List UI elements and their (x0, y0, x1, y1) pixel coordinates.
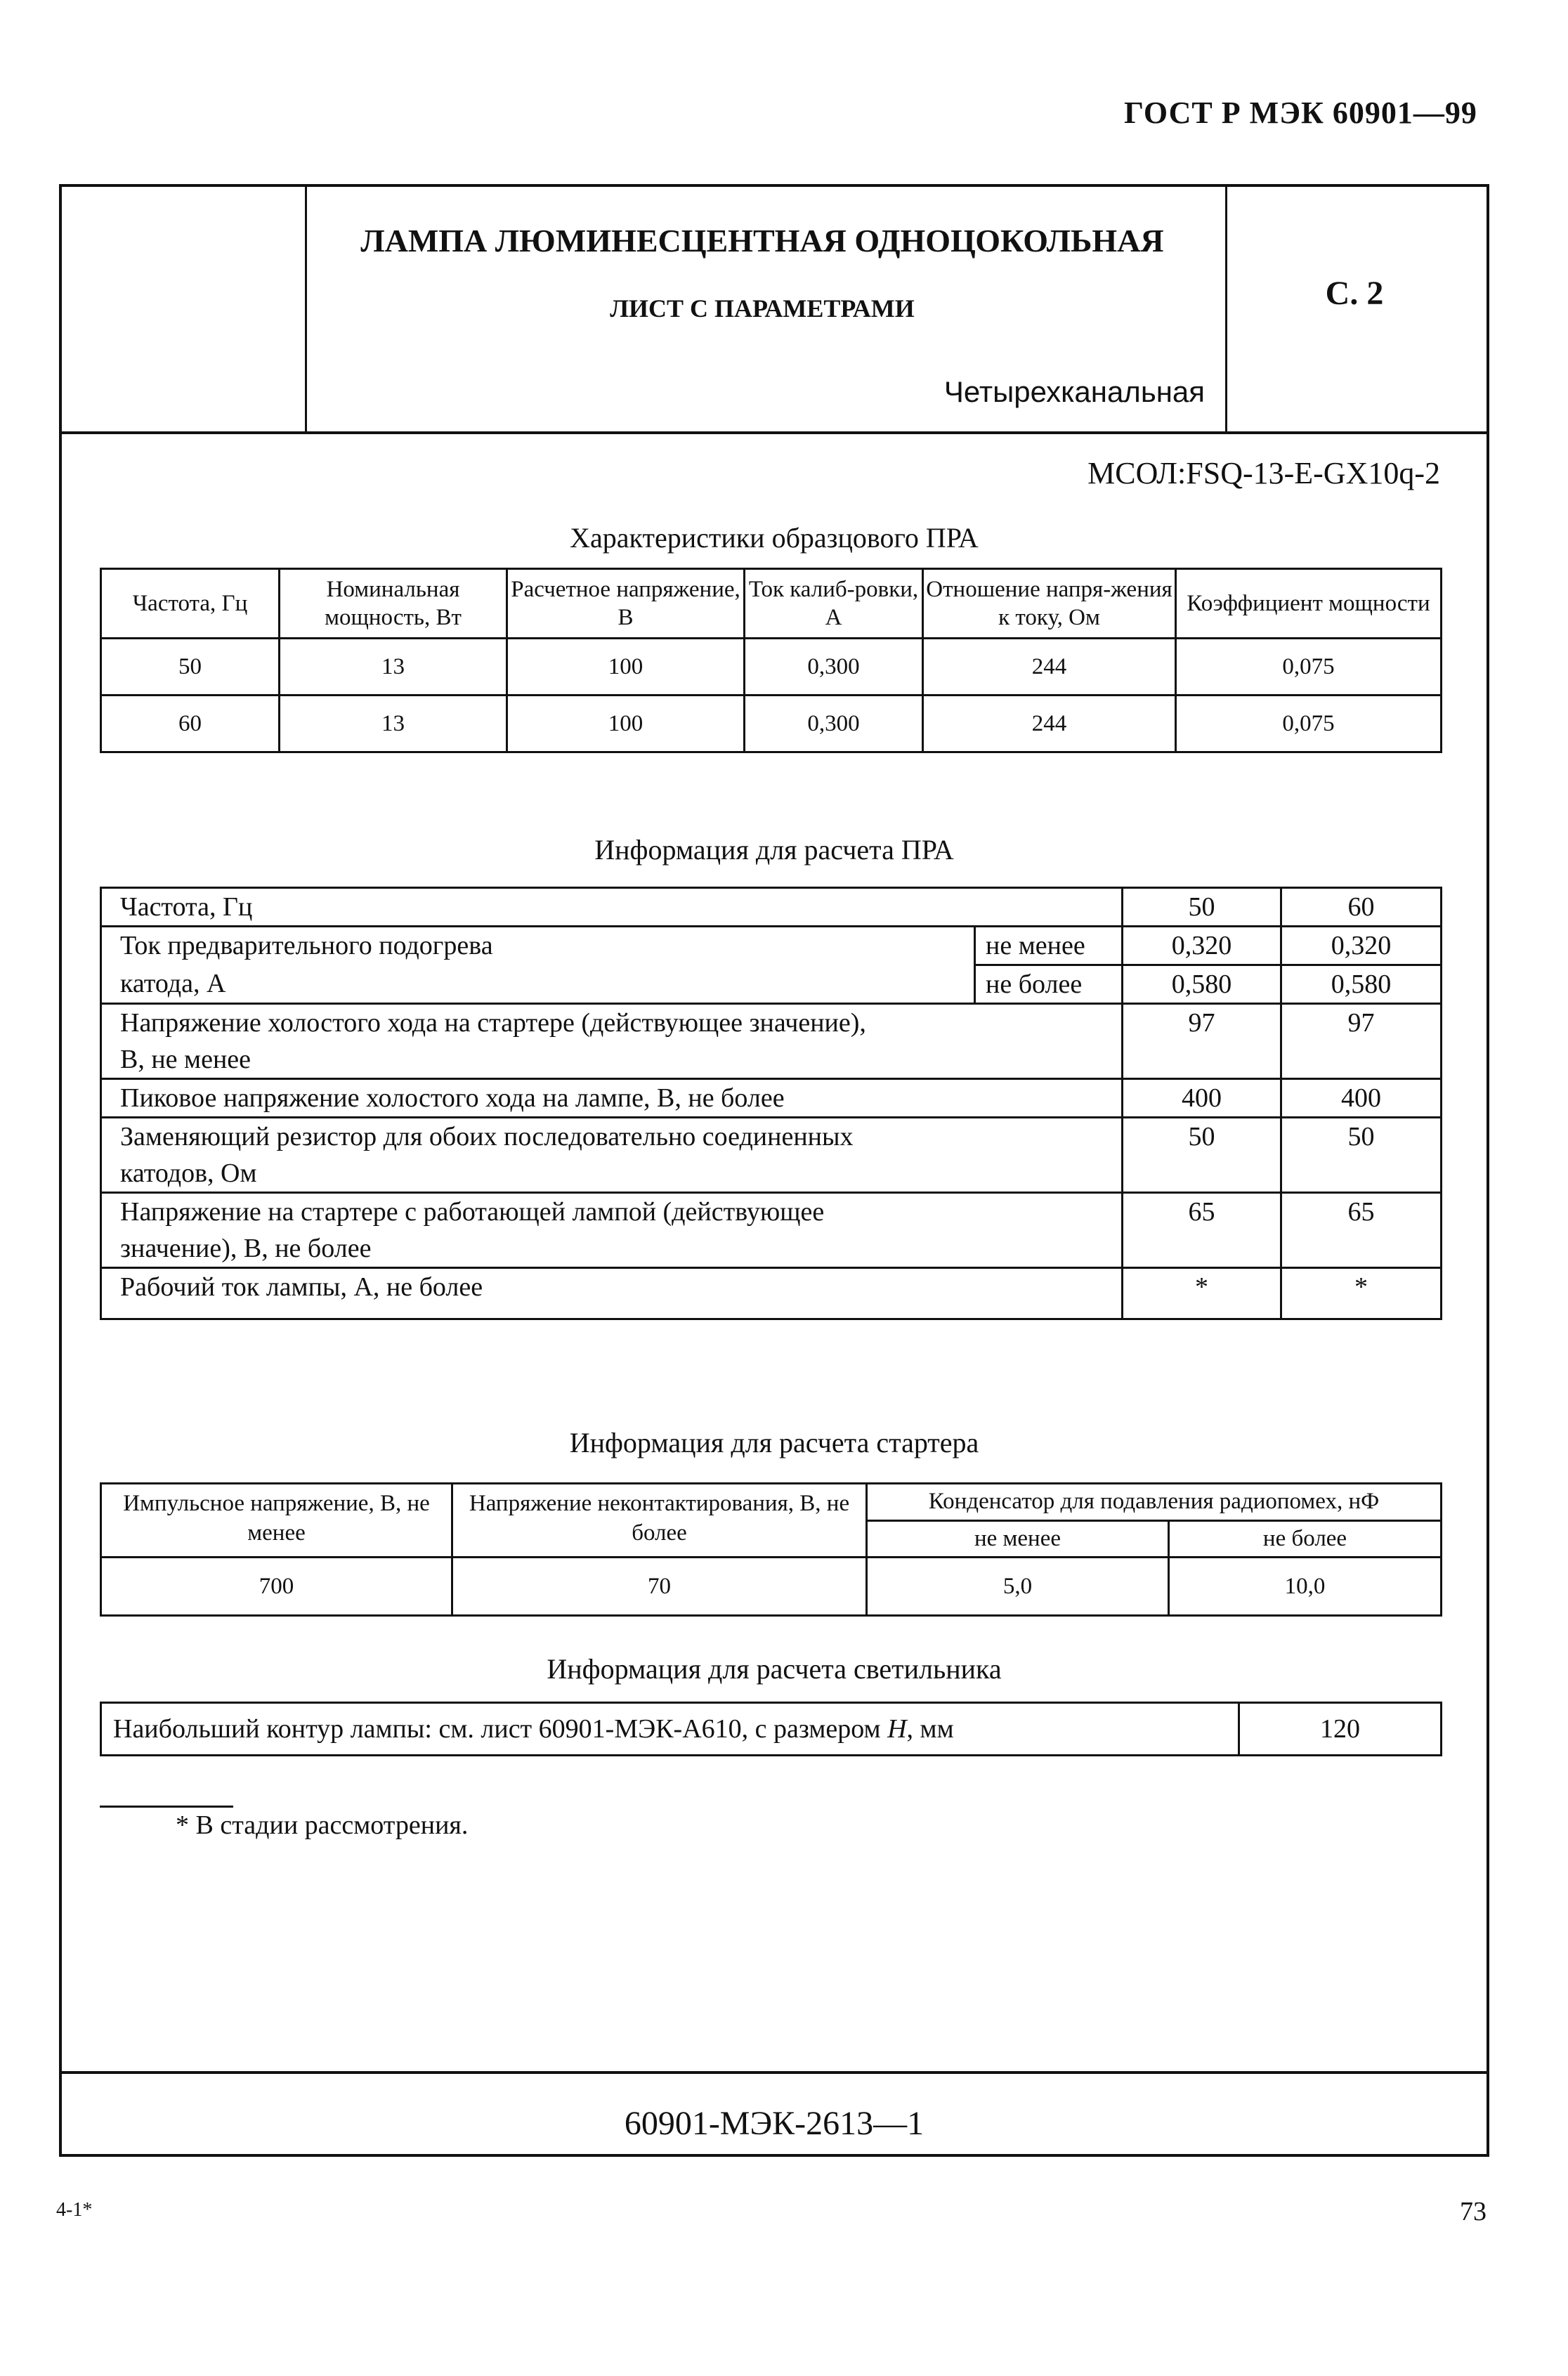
table-cell: 0,075 (1176, 696, 1442, 752)
table-cell: 400 (1123, 1079, 1281, 1118)
table-cell: 60 (1281, 888, 1442, 927)
table-cell: 10,0 (1169, 1558, 1442, 1616)
sheet-title: ЛАМПА ЛЮМИНЕСЦЕНТНАЯ ОДНОЦОКОЛЬНАЯ (360, 223, 1164, 259)
header-cell: Конденсатор для подавления радиопомех, нФ (867, 1484, 1442, 1521)
table-row (101, 1703, 1442, 1756)
luminaire-info-caption: Информация для расчета светильника (547, 1653, 1002, 1685)
table-row (101, 965, 1442, 1004)
table-cell: 0,075 (1176, 639, 1442, 696)
resistor-line-2: катодов, Ом (120, 1158, 257, 1188)
standard-header: ГОСТ Р МЭК 60901—99 (1124, 96, 1477, 130)
ballast-info-table (100, 887, 1442, 1320)
frame-bottom (59, 2154, 1489, 2157)
starter-info-table (100, 1482, 1442, 1617)
header-cell: Номинальная мощность, Вт (280, 569, 507, 639)
ref-ballast-table (100, 568, 1442, 753)
table-cell: 400 (1281, 1079, 1442, 1118)
freq-label: Частота, Гц (101, 888, 1123, 927)
sheet-code: 60901-МЭК-2613—1 (624, 2105, 925, 2142)
header-cell: Импульсное напряжение, В, не менее (101, 1484, 452, 1558)
preheat-label-cont: катода, А (101, 965, 975, 1004)
footer-left-mark: 4-1* (56, 2199, 93, 2221)
footnote-rule (100, 1806, 233, 1808)
table-cell: 0,300 (745, 696, 923, 752)
current-label: Рабочий ток лампы, А, не более (101, 1268, 1123, 1319)
preheat-label: Ток предварительного подогрева (101, 927, 975, 965)
running-voltage-line-2: значение), В, не более (120, 1234, 372, 1263)
frame-top (59, 184, 1489, 187)
header-cell: не менее (867, 1520, 1169, 1558)
table-row (101, 639, 1442, 696)
header-cell: Расчетное напряжение, В (507, 569, 745, 639)
ballast-info-caption: Информация для расчета ПРА (594, 834, 954, 866)
running-voltage-line-1: Напряжение на стартере с работающей лампой (действующее (120, 1197, 825, 1227)
table-row (101, 927, 1442, 965)
min-label: не менее (975, 927, 1123, 965)
table-cell: 65 (1123, 1193, 1281, 1268)
table-cell: 5,0 (867, 1558, 1169, 1616)
header-cell: Коэффициент мощности (1176, 569, 1442, 639)
table-cell: 120 (1239, 1703, 1442, 1756)
footnote: * В стадии рассмотрения. (176, 1810, 469, 1840)
table-header-row (101, 569, 1442, 639)
table-row (101, 696, 1442, 752)
resistor-line-1: Заменяющий резистор для обоих последовательно соединенных (120, 1122, 854, 1151)
header-cell: Напряжение неконтактирования, В, не более (452, 1484, 867, 1558)
table-row (101, 1079, 1442, 1118)
header-cell: Частота, Гц (101, 569, 280, 639)
frame-right (1487, 184, 1489, 2157)
luminaire-info-table (100, 1702, 1442, 1756)
luminaire-label (101, 1703, 1239, 1756)
table-row (101, 888, 1442, 927)
table-cell: 100 (507, 639, 745, 696)
table-row (101, 1558, 1442, 1616)
header-cell: Отношение напря-жения к току, Ом (923, 569, 1176, 639)
title-block-divider (59, 431, 1489, 434)
table-cell: 0,580 (1281, 965, 1442, 1004)
table-cell: * (1123, 1268, 1281, 1319)
header-cell: Ток калиб-ровки, А (745, 569, 923, 639)
table-row (101, 1118, 1442, 1193)
table-header-row (101, 1484, 1442, 1521)
table-cell: 244 (923, 639, 1176, 696)
starter-info-caption: Информация для расчета стартера (569, 1427, 979, 1458)
frame-left (59, 184, 62, 2157)
max-label: не более (975, 965, 1123, 1004)
table-cell: 0,320 (1123, 927, 1281, 965)
ref-ballast-caption: Характеристики образцового ПРА (570, 522, 979, 554)
table-cell: 50 (1123, 1118, 1281, 1193)
luminaire-label-text: Наибольший контур лампы: см. лист 60901-МЭК-А610, с размером (113, 1714, 888, 1744)
sheet-page: С. 2 (1325, 275, 1384, 312)
luminaire-label-unit: , мм (906, 1714, 954, 1744)
dimension-symbol: Н (887, 1714, 907, 1744)
table-cell: 70 (452, 1558, 867, 1616)
table-cell: 97 (1281, 1004, 1442, 1079)
table-cell: 97 (1123, 1004, 1281, 1079)
table-cell: * (1281, 1268, 1442, 1319)
table-cell: 0,320 (1281, 927, 1442, 965)
lamp-type: Четырехканальная (943, 375, 1205, 408)
table-cell: 0,580 (1123, 965, 1281, 1004)
page-number: 73 (1460, 2197, 1487, 2226)
table-cell: 700 (101, 1558, 452, 1616)
starter-voltage-label (101, 1004, 1123, 1079)
table-cell: 0,300 (745, 639, 923, 696)
resistor-label (101, 1118, 1123, 1193)
starter-voltage-line-1: Напряжение холостого хода на стартере (действующее значение), (120, 1008, 866, 1038)
table-cell: 50 (101, 639, 280, 696)
peak-voltage-label: Пиковое напряжение холостого хода на лампе, В, не более (101, 1079, 1123, 1118)
table-cell: 60 (101, 696, 280, 752)
sheet-subtitle: ЛИСТ С ПАРАМЕТРАМИ (610, 294, 915, 322)
table-row (101, 1193, 1442, 1268)
table-row (101, 1004, 1442, 1079)
table-cell: 50 (1281, 1118, 1442, 1193)
table-cell: 100 (507, 696, 745, 752)
table-cell: 50 (1123, 888, 1281, 927)
table-cell: 13 (280, 696, 507, 752)
table-cell: 244 (923, 696, 1176, 752)
running-voltage-label (101, 1193, 1123, 1268)
header-cell: не более (1169, 1520, 1442, 1558)
table-row (101, 1268, 1442, 1319)
table-cell: 13 (280, 639, 507, 696)
lamp-designation: МСОЛ:FSQ-13-E-GX10q-2 (1087, 456, 1440, 490)
table-cell: 65 (1281, 1193, 1442, 1268)
starter-voltage-line-2: В, не менее (120, 1045, 251, 1074)
title-block-right-divider (1225, 184, 1227, 433)
footer-divider (59, 2071, 1489, 2074)
